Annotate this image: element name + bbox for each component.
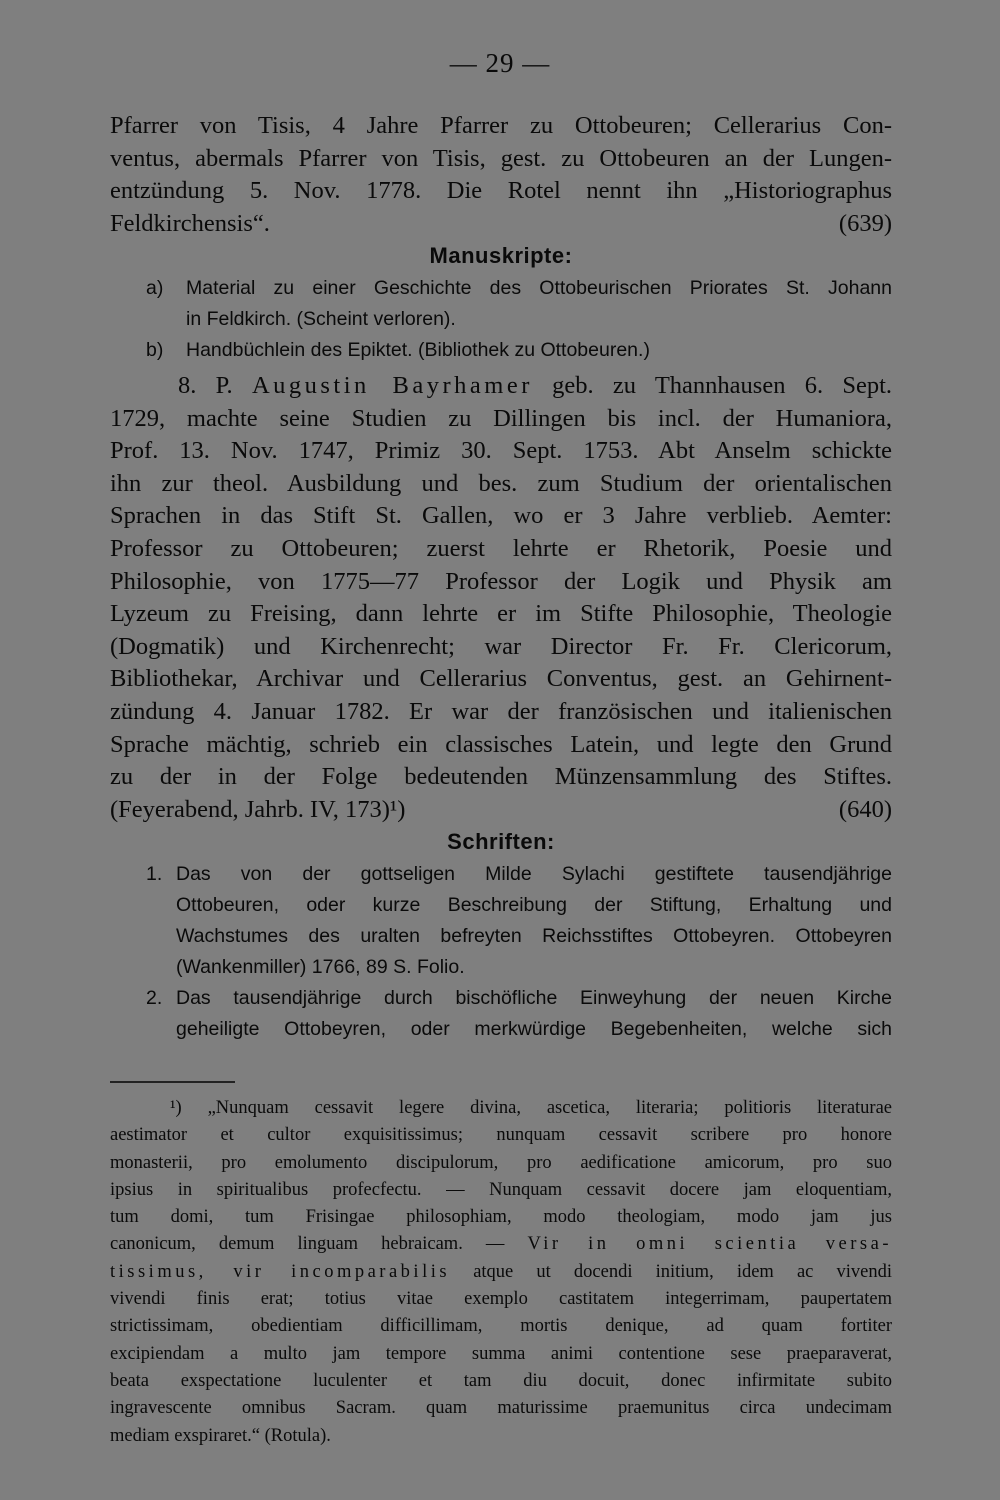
list-item	[110, 273, 892, 335]
text-line: zu der in der Folge bedeutenden Münzensammlung des Stiftes.	[110, 763, 892, 791]
footnote-line: beata exspectatione luculenter et tam diu docuit, donec infirmitate subito	[110, 1370, 892, 1391]
entry-name: Augustin Bayrhamer	[251, 371, 533, 399]
reference-number: (640)	[838, 795, 892, 823]
text-line: Lyzeum zu Freising, dann lehrte er im Stifte Philosophie, Theologie	[110, 600, 892, 628]
footnote-line	[110, 1259, 892, 1286]
schriften-list	[110, 859, 892, 1045]
text-segment: Feldkirchensis“.	[110, 209, 270, 237]
text-line-with-ref	[110, 794, 892, 827]
item-text: Das tausendjährige durch bischöfliche Einweyhung der neuen Kirche	[176, 986, 892, 1009]
footnote-line	[110, 1231, 892, 1258]
page-number: — 29 —	[449, 48, 551, 78]
entry-number: 8. P.	[178, 371, 233, 399]
item-text: Ottobeuren, oder kurze Beschreibung der Stiftung, Erhaltung und	[176, 893, 892, 916]
footnote-marker: ¹)	[170, 1098, 182, 1118]
item-label: 2.	[146, 986, 163, 1009]
footnote-line: ingravescente omnibus Sacram. quam maturissime praemunitus circa undecimam	[110, 1398, 892, 1419]
text-line-with-ref	[110, 208, 892, 241]
spaced-segment: tissimus, vir incomparabilis	[110, 1261, 451, 1282]
text-segment: (Feyerabend, Jahrb. IV, 173)¹)	[110, 795, 406, 823]
item-text: geheiligte Ottobeyren, oder merkwürdige Begebenheiten, welche sich	[176, 1017, 892, 1040]
text-line: Prof. 13. Nov. 1747, Primiz 30. Sept. 1753. Abt Anselm schickte	[110, 437, 892, 465]
spaced-segment: Vir in omni scientia versa-	[527, 1234, 892, 1255]
footnote-first-line	[110, 1095, 892, 1122]
text-line: Sprachen in das Stift St. Gallen, wo er 3 Jahre verblieb. Aemter:	[110, 502, 892, 530]
text-line: (Dogmatik) und Kirchenrecht; war Director Fr. Fr. Clericorum,	[110, 632, 892, 660]
item-label: a)	[146, 276, 164, 299]
item-label: b)	[146, 338, 164, 361]
entry-first-line	[110, 370, 892, 403]
item-text: Handbüchlein des Epiktet. (Bibliothek zu Ottobeuren.)	[186, 338, 650, 361]
section-heading-manuskripte: Manuskripte:	[429, 243, 573, 269]
footnote-rule	[110, 1081, 235, 1083]
footnote-line: vivendi finis erat; totius vitae exemplo castitatem integerrimam, paupertatem	[110, 1289, 892, 1310]
list-item	[110, 859, 892, 983]
footnote	[110, 1095, 892, 1450]
footnote-line: excipiendam a multo jam tempore summa animi contentione sese praeparaverat,	[110, 1343, 892, 1364]
item-text: Das von der gottseligen Milde Sylachi gestiftete tausendjährige	[176, 862, 892, 885]
text-line: Bibliothekar, Archivar und Cellerarius Conventus, gest. an Gehirnent-	[110, 665, 892, 693]
text-segment: canonicum, demum linguam hebraicam. —	[110, 1234, 505, 1255]
text-segment: geb. zu Thannhausen 6. Sept.	[552, 371, 893, 399]
reference-number: (639)	[838, 209, 892, 237]
item-text: (Wankenmiller) 1766, 89 S. Folio.	[176, 955, 465, 978]
text-segment: „Nunquam cessavit legere divina, ascetica, literaria; politioris literaturae	[207, 1098, 893, 1118]
list-item	[110, 983, 892, 1045]
text-line: Sprache mächtig, schrieb ein classisches Latein, und legte den Grund	[110, 730, 892, 758]
item-label: 1.	[146, 862, 163, 885]
footnote-line: monasterii, pro emolumento discipulorum, pro aedificatione amicorum, pro suo	[110, 1152, 892, 1173]
main-text	[110, 110, 892, 1045]
footnote-line: mediam exspiraret.“ (Rotula).	[110, 1425, 331, 1446]
text-line: Professor zu Ottobeuren; zuerst lehrte er Rhetorik, Poesie und	[110, 534, 892, 562]
text-segment: atque ut docendi initium, idem ac vivendi	[473, 1261, 893, 1282]
text-line: entzündung 5. Nov. 1778. Die Rotel nennt ihn „Historiographus	[110, 177, 892, 205]
list-item	[110, 335, 892, 366]
text-line: Pfarrer von Tisis, 4 Jahre Pfarrer zu Ottobeuren; Cellerarius Con-	[110, 112, 892, 139]
footnote-line: ipsius in spiritualibus profecfectu. — Nunquam cessavit docere jam eloquentiam,	[110, 1179, 892, 1200]
footnote-line: strictissimam, obedientiam difficillimam, mortis denique, ad quam fortiter	[110, 1316, 892, 1337]
text-line: zündung 4. Januar 1782. Er war der französischen und italienischen	[110, 697, 892, 725]
text-line: 1729, machte seine Studien zu Dillingen bis incl. der Humaniora,	[110, 404, 892, 432]
item-text: Wachstumes des uralten befreyten Reichsstiftes Ottobeyren. Ottobeyren	[176, 924, 892, 947]
item-text: Material zu einer Geschichte des Ottobeurischen Priorates St. Johann	[186, 276, 892, 299]
text-line: ventus, abermals Pfarrer von Tisis, gest. zu Ottobeuren an der Lungen-	[110, 144, 892, 172]
text-line: Philosophie, von 1775—77 Professor der Logik und Physik am	[110, 567, 892, 595]
text-line: ihn zur theol. Ausbildung und bes. zum Studium der orientalischen	[110, 469, 892, 497]
section-heading-schriften: Schriften:	[447, 829, 555, 855]
item-text: in Feldkirch. (Scheint verloren).	[186, 307, 456, 330]
footnote-line: tum domi, tum Frisingae philosophiam, modo theologiam, modo jam jus	[110, 1207, 892, 1228]
manuskripte-list	[110, 273, 892, 366]
footnote-line: aestimator et cultor exquisitissimus; nunquam cessavit scribere pro honore	[110, 1125, 892, 1146]
